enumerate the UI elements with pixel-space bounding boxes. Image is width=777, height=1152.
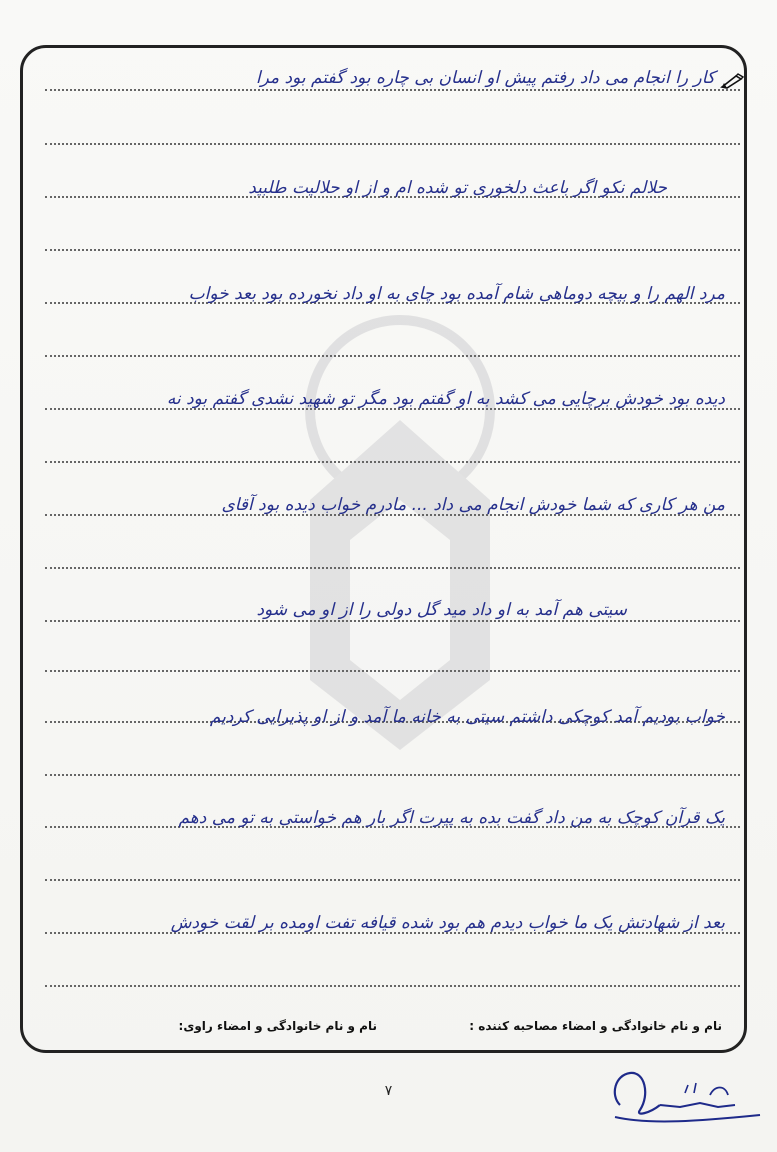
- interviewer-signature-label: نام و نام خانوادگی و امضاء مصاحبه کننده :: [469, 1019, 722, 1033]
- ruled-line: [45, 355, 740, 357]
- ruled-line: [45, 774, 740, 776]
- handwritten-line-5: من هر کاری که شما خودش انجام می داد ... مادرم خواب دیده بود آقای: [221, 495, 725, 515]
- ruled-line: [45, 461, 740, 463]
- ruled-line: [45, 89, 740, 91]
- ruled-line: [45, 879, 740, 881]
- ruled-line: [45, 567, 740, 569]
- handwritten-line-6: سیتی هم آمد به او داد مید گل دولی را از او می شود: [256, 600, 627, 620]
- handwritten-line-9: بعد از شهادتش یک ما خواب دیدم هم بود شده قیافه تفت اومده بر لقت خودش: [170, 913, 725, 933]
- ruled-line: [45, 670, 740, 672]
- handwritten-line-8: یک قرآن کوچک به من داد گفت بده به پیرت اگر بار هم خواستی به تو می دهم: [178, 808, 725, 828]
- handwritten-line-2: حلالم نکو اگر باعث دلخوری تو شده ام و از او حلالیت طلبید: [248, 178, 667, 198]
- handwritten-line-1: کار را انجام می داد رفتم پیش او انسان بی چاره بود گفتم بود مرا: [255, 68, 715, 88]
- pen-writing-icon: [720, 73, 744, 89]
- page-number: ۷: [384, 1083, 393, 1099]
- ruled-line: [45, 620, 740, 622]
- signature-image: [590, 1055, 777, 1145]
- handwritten-line-7: خواب بودیم آمد کوچکی داشتم سیتی به خانه ما آمد و از او پذیرایی کردیم: [209, 707, 725, 727]
- handwritten-line-4: دیده بود خودش برچایی می کشد به او گفتم بود مگر تو شهید نشدی گفتم بود نه: [166, 389, 725, 409]
- narrator-signature-label: نام و نام خانوادگی و امضاء راوی:: [178, 1019, 377, 1033]
- handwritten-line-3: مرد الهم را و بیچه دوماهی شام آمده بود چای به او داد نخورده بود بعد خواب: [188, 284, 725, 304]
- ruled-line: [45, 985, 740, 987]
- ruled-line: [45, 249, 740, 251]
- ruled-line: [45, 143, 740, 145]
